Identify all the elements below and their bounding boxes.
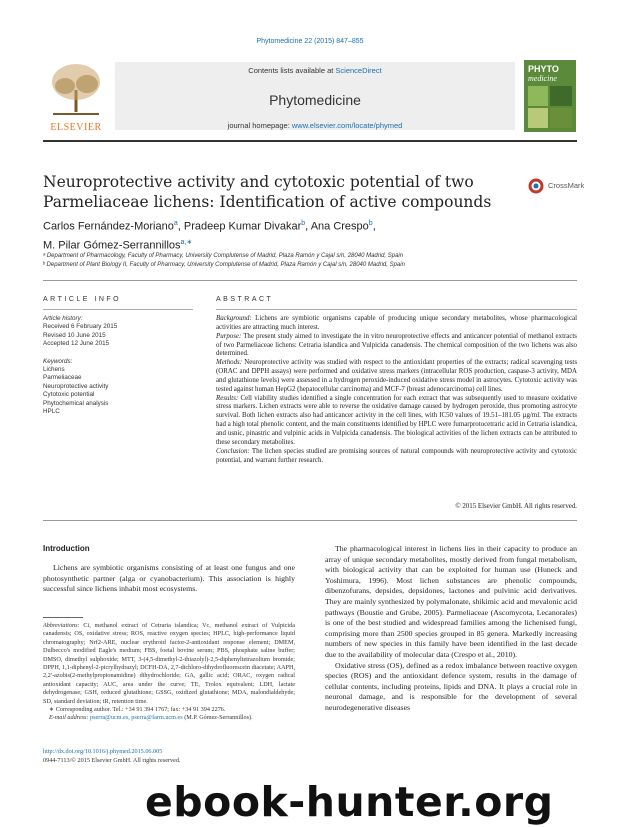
email-line bbox=[43, 714, 295, 722]
header-rule bbox=[43, 140, 577, 142]
abstract-body bbox=[216, 315, 577, 465]
author-affil-mark[interactable]: a,∗ bbox=[180, 238, 193, 246]
keyword: Phytochemical analysis bbox=[43, 399, 109, 407]
author-list: Carlos Fernández-Moriano$^a$, Pradeep Kumar Divakar$^b$, Ana Crespo$^b$, M. Pilar Gómez-Serrannillos$^{a,∗}$ bbox=[43, 220, 376, 252]
author-name[interactable]: M. Pilar Gómez-Serrannillos bbox=[43, 239, 181, 252]
author-name[interactable]: Carlos Fernández-Moriano bbox=[43, 220, 174, 233]
left-column bbox=[43, 544, 295, 595]
article-info-heading: ARTICLE INFO bbox=[43, 296, 122, 303]
author-affil-mark[interactable]: b bbox=[301, 220, 306, 227]
homepage-prefix: journal homepage: bbox=[227, 121, 292, 130]
keyword: Cytotoxic potential bbox=[43, 391, 95, 399]
section-rule bbox=[43, 280, 577, 281]
intro-paragraph: Lichens are symbiotic organisms consisting of at least one fungus and one photosynthetic partner (alga or cyanobacterium). This association is highly successful since lichens inhabit most ecosystems. bbox=[43, 563, 295, 593]
abstract-heading: ABSTRACT bbox=[216, 296, 274, 303]
history-received: Received 6 February 2015 bbox=[43, 323, 118, 331]
publisher-logo: ELSEVIER bbox=[50, 122, 102, 133]
footnote-rule bbox=[43, 617, 83, 618]
abstract-label: Background: bbox=[216, 315, 252, 322]
article-title: Neuroprotective activity and cytotoxic potential of two Parmeliaceae lichens: Identification of active compounds bbox=[43, 173, 492, 211]
abstract-methods bbox=[216, 359, 577, 394]
affiliation-a: ᵃ Department of Pharmacology, Faculty of Pharmacy, University Complutense of Madrid, Plaza Ramón y Cajal s/n, 28040 Madrid, Spain bbox=[43, 253, 404, 259]
abstract-text: Lichens are symbiotic organisms capable of producing unique secondary metabolites, whose pharmacological activities are attracting much interest. bbox=[216, 315, 577, 331]
history-accepted: Accepted 12 June 2015 bbox=[43, 340, 110, 348]
abstract-text: The lichen species studied are promising sources of natural compounds with neuroprotective activity and cytotoxic potential, and warrant further research. bbox=[216, 447, 577, 464]
author-name[interactable]: Pradeep Kumar Divakar bbox=[183, 220, 302, 233]
abbreviations-text: Ci, methanol extract of Cetraria islandica; Vc, methanol extract of Vulpicida canadensis; OS, oxidative stress; ROS, reactive oxygen species; HPLC, high-performance liquid chromatography; Nrf2-ARE, nuclear erythroid factor-2-antioxidant response element; DMEM, Dulbecco's modified Eagle's medium; FBS, foetal bovine serum; PBS, phosphate saline buffer; DMSO, dimethyl sulphoxide; MTT, 3-(4,5-dimethyl-2-thiazolyl)-2,5-diphenyltetrazolium bromide; DPPH, 1,1-diphenyl-2-picrylhydrazyl; DCFH-DA, 2,7-dichloro-dihydrofluorescein diacetate; AAPH, 2,2′-azobis(2-methylpropionamidine) dihydrochloride; GA, gallic acid; ORAC, oxygen radical antioxidant capacity; AUC, area under the curve; TE, Trolox equivalent; LDH, lactate dehydrogenase; GSH, reduced glutathione; GSSG, oxidized glutathione; MDA, malondialdehyde; SD, standard deviation; tR, retention time. bbox=[43, 622, 295, 705]
journal-cover-image bbox=[524, 60, 576, 132]
keyword: HPLC bbox=[43, 408, 60, 416]
author-affil-mark[interactable]: b bbox=[368, 220, 373, 227]
abstract-text: Neuroprotective activity was studied with respect to the antioxidant properties of the extracts; radical scavenging tests (ORAC and DPPH assays) were performed and oxidative stress markers (intracellular ROS production, caspase-3 activity, MDA and glutathione levels) were assessed in a hydrogen peroxide-induced oxidative stress model in astrocytes. Cytotoxic activity was tested against human HepG2 (hepatocellular carcinoma) and MCF-7 (breast adenocarcinoma) cell lines. bbox=[216, 359, 577, 393]
abstract-text: The present study aimed to investigate the in vitro neuroprotective effects and anticancer potential of methanol extracts of two Parmeliaceae lichens: Cetraria islandica and Vulpicida canadensis. The chemical composition of the two lichens was also determined. bbox=[216, 332, 577, 358]
footnotes bbox=[43, 622, 295, 723]
keywords-label: Keywords: bbox=[43, 357, 73, 365]
keyword: Parmeliaceae bbox=[43, 374, 82, 382]
journal-reference[interactable]: Phytomedicine 22 (2015) 847–855 bbox=[256, 38, 364, 45]
history-label: Article history: bbox=[43, 315, 83, 322]
email-label: E-mail address: bbox=[49, 714, 91, 722]
abstract-label: Conclusion: bbox=[216, 447, 250, 455]
body-rule bbox=[43, 520, 577, 521]
issn-line: 0944-7113/© 2015 Elsevier GmbH. All rights reserved. bbox=[43, 757, 181, 764]
crossmark-label: CrossMark bbox=[548, 181, 585, 190]
keyword: Lichens bbox=[43, 366, 65, 374]
email-link[interactable]: pserra@ucm.es, pserra@farm.ucm.es bbox=[90, 714, 183, 722]
doi-link[interactable]: http://dx.doi.org/10.1016/j.phymed.2015.06.005 bbox=[43, 748, 163, 755]
contents-prefix: Contents lists available at bbox=[248, 66, 336, 75]
author-name[interactable]: Ana Crespo bbox=[310, 220, 369, 233]
email-owner: (M.P. Gómez-Serrannillos). bbox=[182, 714, 253, 722]
right-column bbox=[325, 544, 577, 714]
article-info bbox=[43, 315, 193, 416]
author-affil-mark[interactable]: a bbox=[173, 220, 178, 227]
abstract-label: Methods: bbox=[216, 359, 243, 367]
crossmark-icon bbox=[528, 178, 544, 194]
abstract-rule bbox=[216, 309, 577, 310]
contents-line bbox=[115, 66, 515, 75]
body-paragraph: Oxidative stress (OS), defined as a redox imbalance between reactive oxygen species (ROS) and the antioxidant defence system, results in the damage of cellular contents, including proteins, lipids and DNA. It plays a crucial role in neuronal damage, and is responsible for the development of several neurodegenerative diseases bbox=[325, 660, 577, 712]
crossmark-badge[interactable] bbox=[528, 178, 585, 194]
history-revised: Revised 10 June 2015 bbox=[43, 331, 106, 339]
article-info-rule bbox=[43, 309, 193, 310]
copyright-notice: © 2015 Elsevier GmbH. All rights reserved. bbox=[455, 503, 577, 510]
cover-subtitle: medicine bbox=[528, 74, 557, 83]
abstract-conclusion bbox=[216, 448, 577, 466]
sciencedirect-link[interactable]: ScienceDirect bbox=[335, 66, 382, 75]
abstract-background bbox=[216, 315, 577, 333]
abbreviations-label: Abbreviations: bbox=[43, 622, 80, 629]
corresponding-author: ∗ Corresponding author. Tel.: +34 91 394 1767; fax: +34 91 394 2276. bbox=[49, 706, 226, 714]
abstract-text: Cell viability studies identified a single concentration for each extract that was subsequently used to measure oxidative stress markers. Lichen extracts were able to reverse the oxidative damage caused by hydrogen peroxide, thus promoting astrocyte survival. Both lichen extracts also had anticancer activity in the cell lines, with IC50 values of 19.51–181.05 µg/ml. The extracts had a high total phenolic content, and the main constituents identified by HPLC were fumarprotocetraric acid in Cetraria islandica, and usnic, pinastric and vulpinic acids in Vulpicida canadensis. The biological activities of the lichen extracts can be attributed to these secondary metabolites. bbox=[216, 394, 577, 446]
watermark: ebook-hunter.org bbox=[145, 778, 554, 826]
affiliation-b: ᵇ Department of Plant Biology II, Faculty of Pharmacy, University Complutense of Madrid, Plaza Ramón y Cajal s/n, 28040 Madrid, Spain bbox=[43, 262, 405, 268]
homepage-link[interactable]: www.elsevier.com/locate/phymed bbox=[291, 121, 403, 130]
abstract-label: Results: bbox=[216, 394, 239, 402]
intro-heading: Introduction bbox=[43, 544, 90, 553]
journal-homepage bbox=[115, 121, 515, 130]
abstract-label: Purpose: bbox=[216, 332, 242, 340]
abbreviations-footnote bbox=[43, 622, 295, 706]
abstract-purpose bbox=[216, 333, 577, 360]
journal-name: Phytomedicine bbox=[269, 92, 361, 108]
body-paragraph: The pharmacological interest in lichens lies in their capacity to produce an array of unique secondary metabolites, mostly derived from fungal metabolism, with biological activity that can be exploited for human use (Huneck and Yoshimura, 1996). Most lichen substances are phenolic compounds, dibenzofurans, depsides, depsidones, lactones and pulvinic acid derivatives. They are mainly synthesized by polymalonate, shikimic acid and mevalonic acid pathways (Boustie and Grube, 2005). Parmeliaceae (Ascomycota, Lecanorales) is one of the best studied and widespread families among the lichenised fungi, comprising more than 2500 species grouped in 85 genera. Markedly increasing numbers of new species in this family have been identified in the last decade due to the availability of molecular data (Crespo et al., 2010). bbox=[325, 544, 577, 659]
cover-title: PHYTO bbox=[528, 64, 559, 74]
abstract-results bbox=[216, 395, 577, 448]
keyword: Neuroprotective activity bbox=[43, 382, 109, 390]
